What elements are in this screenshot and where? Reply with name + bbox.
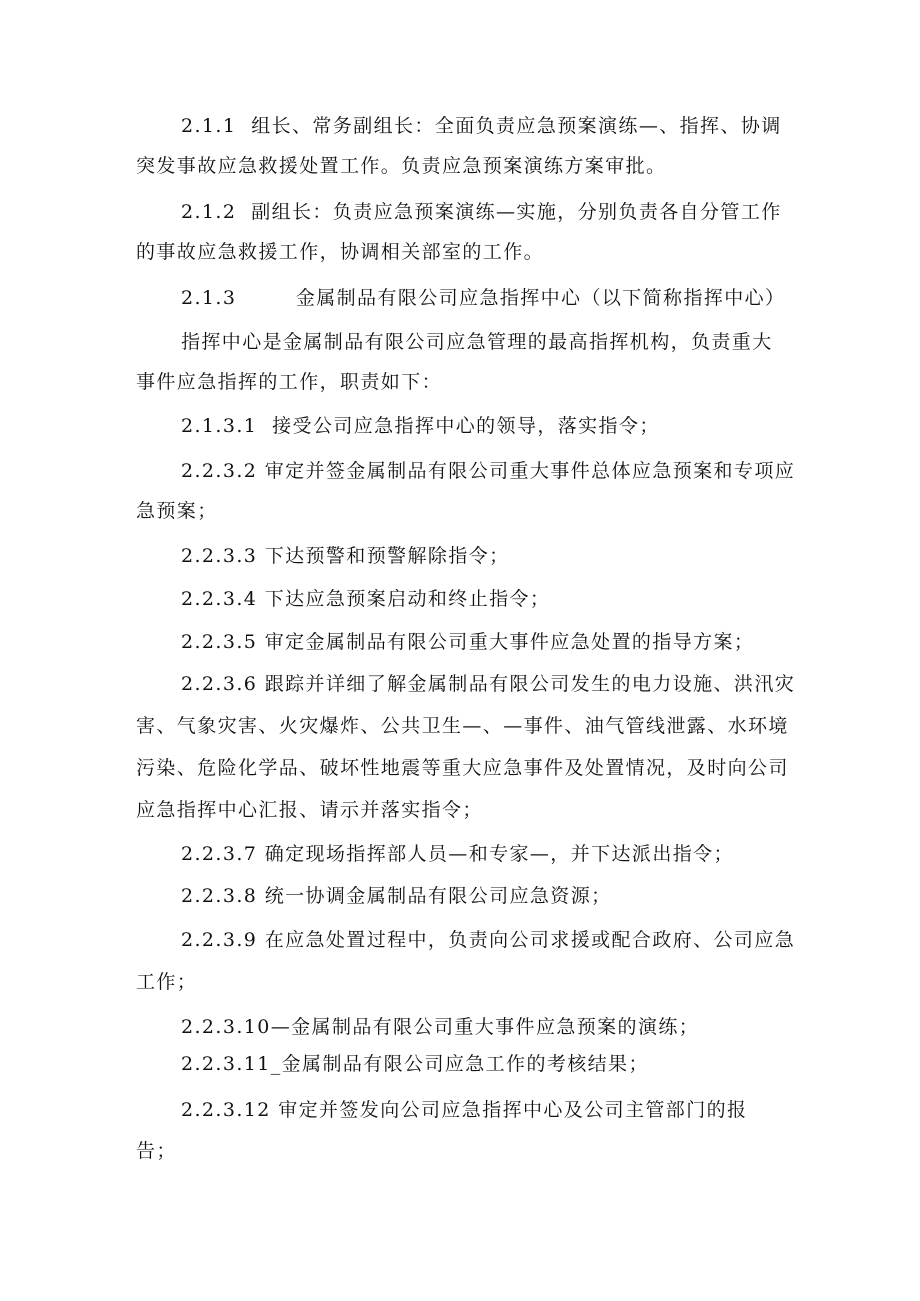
clause-2-2-3-9-cont: 工作； [136,971,198,993]
clause-2-1-3-1: 2.1.3.1 接受公司应急指挥中心的领导，落实指令； [181,415,660,437]
clause-2-2-3-6-cont-1: 害、气象灾害、火灾爆炸、公共卫生—、—事件、油气管线泄露、水环境 [136,715,789,737]
command-center-intro-cont: 事件应急指挥的工作，职责如下： [136,371,443,393]
clause-2-2-3-8: 2.2.3.8 统一协调金属制品有限公司应急资源； [181,885,612,907]
clause-2-2-3-7: 2.2.3.7 确定现场指挥部人员—和专家—，并下达派出指令； [181,843,734,865]
clause-2-2-3-2: 2.2.3.2 审定并签金属制品有限公司重大事件总体应急预案和专项应 [181,460,796,482]
clause-2-2-3-12: 2.2.3.12 审定并签发向公司应急指挥中心及公司主管部门的报 [181,1099,748,1121]
clause-2-2-3-9: 2.2.3.9 在应急处置过程中，负责向公司求援或配合政府、公司应急 [181,929,796,951]
clause-2-2-3-4: 2.2.3.4 下达应急预案启动和终止指令； [181,588,551,610]
clause-2-2-3-6-cont-3: 应急指挥中心汇报、请示并落实指令； [136,799,483,821]
command-center-intro: 指挥中心是金属制品有限公司应急管理的最高指挥机构，负责重大 [181,331,773,353]
clause-2-2-3-5: 2.2.3.5 审定金属制品有限公司重大事件应急处置的指导方案； [181,631,755,653]
clause-2-2-3-10: 2.2.3.10—金属制品有限公司重大事件应急预案的演练； [181,1016,700,1038]
clause-2-1-2-cont: 的事故应急救援工作，协调相关部室的工作。 [136,241,545,263]
clause-2-1-1-cont: 突发事故应急救援处置工作。负责应急预案演练方案审批。 [136,155,667,177]
clause-2-2-3-6: 2.2.3.6 跟踪并详细了解金属制品有限公司发生的电力设施、洪汛灾 [181,673,796,695]
clause-2-2-3-12-cont: 告； [136,1140,177,1162]
clause-2-1-1: 2.1.1 组长、常务副组长：全面负责应急预案演练—、指挥、协调 [181,115,782,137]
clause-2-2-3-2-cont: 急预案； [136,500,218,522]
clause-2-1-2: 2.1.2 副组长：负责应急预案演练—实施，分别负责各自分管工作 [181,201,782,223]
clause-2-1-3-heading: 2.1.3 金属制品有限公司应急指挥中心（以下简称指挥中心） [181,287,786,309]
clause-2-2-3-11: 2.2.3.11_金属制品有限公司应急工作的考核结果； [181,1053,649,1075]
clause-2-2-3-3: 2.2.3.3 下达预警和预警解除指令； [181,545,510,567]
clause-2-2-3-6-cont-2: 污染、危险化学品、破坏性地震等重大应急事件及处置情况，及时向公司 [136,757,789,779]
